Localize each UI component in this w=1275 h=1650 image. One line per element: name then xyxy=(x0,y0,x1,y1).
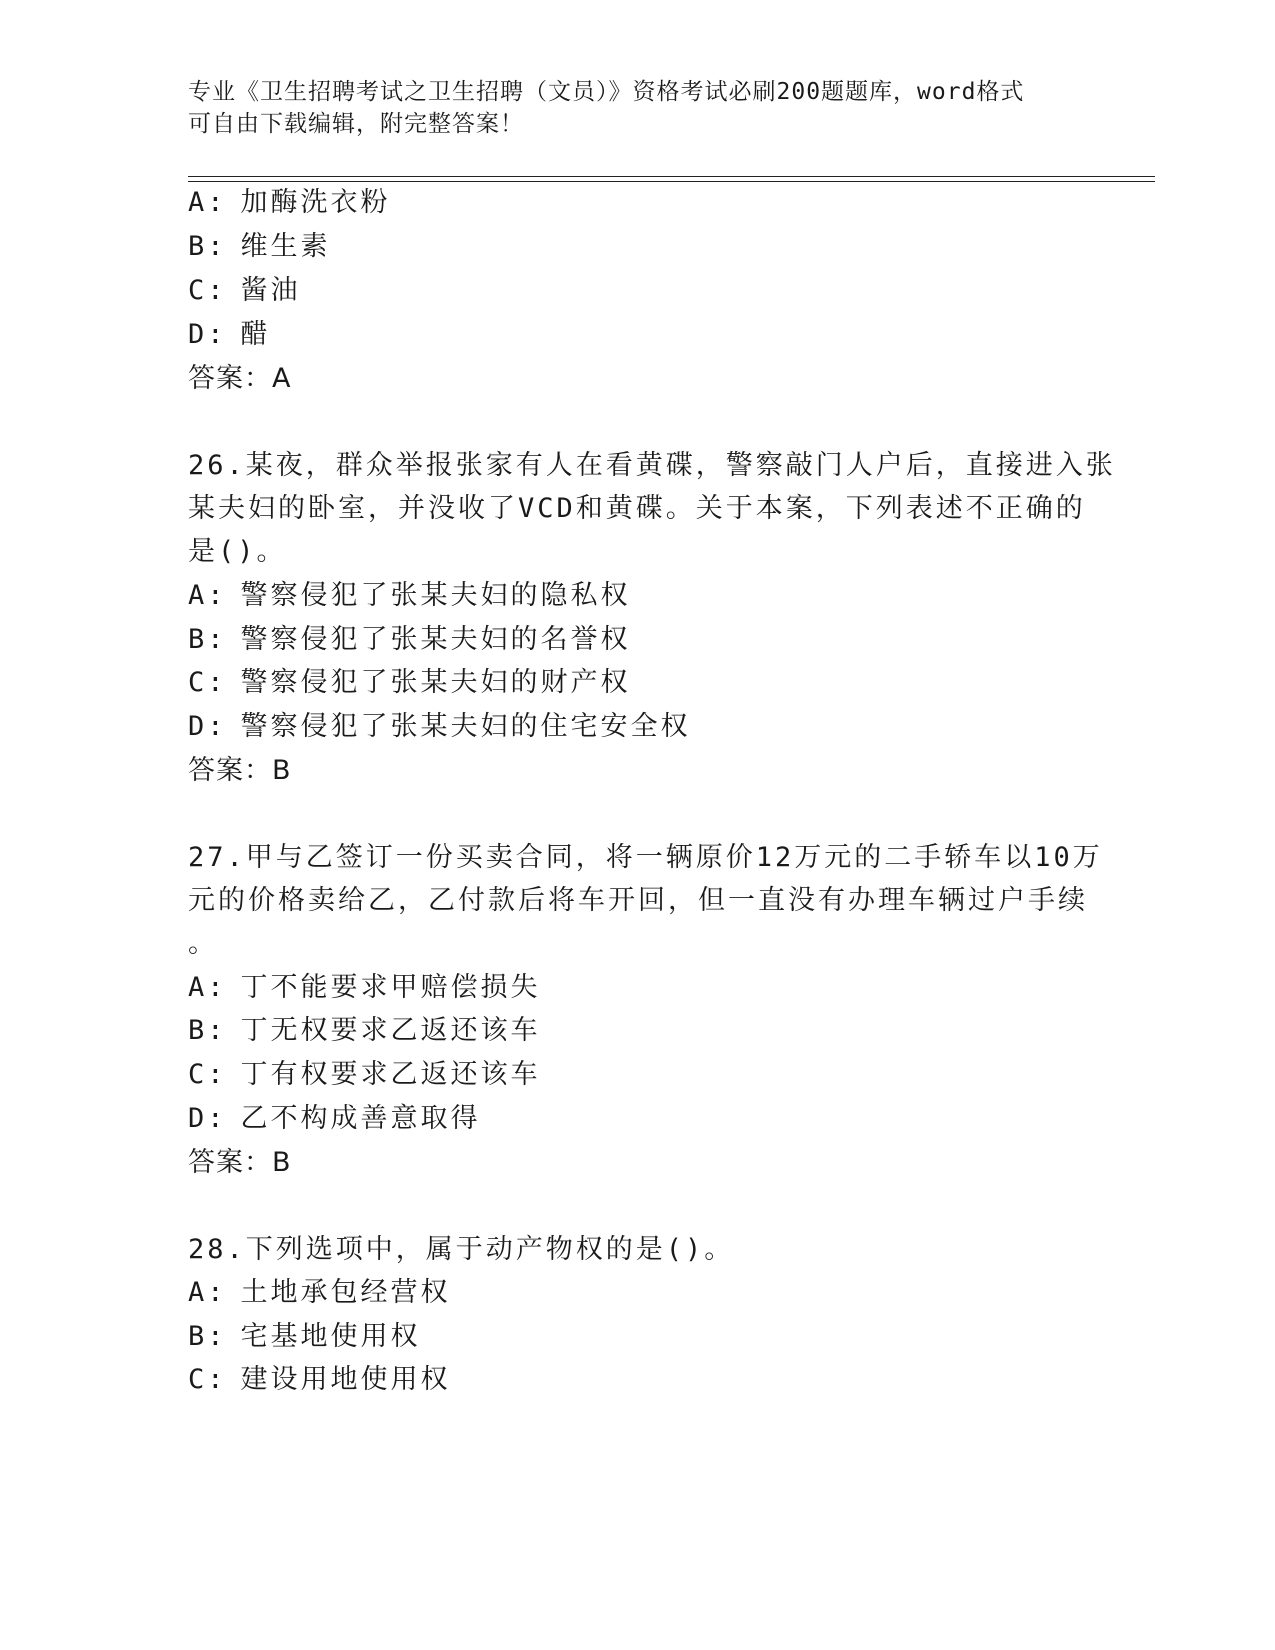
q27-stem-line-1: 27.甲与乙签订一份买卖合同，将一辆原价12万元的二手轿车以10万 xyxy=(188,842,1103,873)
option-letter: C: xyxy=(188,275,227,306)
option-text: 警察侵犯了张某夫妇的住宅安全权 xyxy=(240,711,691,742)
option-letter: D: xyxy=(188,711,227,742)
header-line-1: 专业《卫生招聘考试之卫生招聘（文员）》资格考试必刷200题题库，word格式 xyxy=(188,79,1025,105)
q28-option-c xyxy=(188,1363,451,1397)
option-text: 丁无权要求乙返还该车 xyxy=(240,1015,541,1046)
q26-answer: 答案：B xyxy=(188,755,292,786)
option-letter: A: xyxy=(188,972,227,1003)
q28-option-a xyxy=(188,1276,451,1310)
option-text: 加酶洗衣粉 xyxy=(240,187,391,218)
option-letter: A: xyxy=(188,1277,227,1308)
header-divider-top xyxy=(188,176,1155,177)
option-text: 丁不能要求甲赔偿损失 xyxy=(240,972,541,1003)
q26-stem-line-1: 26.某夜，群众举报张家有人在看黄碟，警察敲门人户后，直接进入张 xyxy=(188,450,1116,481)
q28-stem-line-1: 28.下列选项中，属于动产物权的是()。 xyxy=(188,1234,735,1265)
q27-option-d xyxy=(188,1102,481,1136)
option-letter: D: xyxy=(188,319,227,350)
option-text: 宅基地使用权 xyxy=(240,1321,421,1352)
option-letter: A: xyxy=(188,580,227,611)
option-letter: B: xyxy=(188,231,227,262)
option-text: 醋 xyxy=(240,319,271,350)
document-header xyxy=(188,76,1068,140)
q27-option-c xyxy=(188,1058,541,1092)
q25-option-c xyxy=(188,274,301,308)
q26-stem-line-2: 某夫妇的卧室，并没收了VCD和黄碟。关于本案，下列表述不正确的 xyxy=(188,493,1086,524)
q26-option-d xyxy=(188,710,691,744)
option-letter: B: xyxy=(188,624,227,655)
option-text: 丁有权要求乙返还该车 xyxy=(240,1059,541,1090)
option-letter: B: xyxy=(188,1321,227,1352)
q27-option-b xyxy=(188,1014,541,1048)
q25-answer: 答案：A xyxy=(188,363,292,394)
q25-option-a xyxy=(188,186,391,220)
q26-option-a xyxy=(188,579,631,613)
q27-stem-line-3: 。 xyxy=(188,928,218,959)
q27-answer: 答案：B xyxy=(188,1147,292,1178)
option-letter: C: xyxy=(188,1059,227,1090)
header-divider-bottom xyxy=(188,181,1155,182)
option-letter: A: xyxy=(188,187,227,218)
q26-stem-line-3: 是()。 xyxy=(188,536,287,567)
option-text: 酱油 xyxy=(240,275,301,306)
option-text: 警察侵犯了张某夫妇的名誉权 xyxy=(240,624,631,655)
q26-option-c xyxy=(188,666,631,700)
q25-option-d xyxy=(188,318,271,352)
q27-stem-line-2: 元的价格卖给乙，乙付款后将车开回，但一直没有办理车辆过户手续 xyxy=(188,885,1088,916)
option-text: 土地承包经营权 xyxy=(240,1277,451,1308)
q25-option-b xyxy=(188,230,331,264)
option-text: 建设用地使用权 xyxy=(240,1364,451,1395)
option-text: 维生素 xyxy=(240,231,331,262)
q27-option-a xyxy=(188,971,541,1005)
option-letter: C: xyxy=(188,667,227,698)
q26-option-b xyxy=(188,623,631,657)
option-text: 警察侵犯了张某夫妇的隐私权 xyxy=(240,580,631,611)
option-letter: C: xyxy=(188,1364,227,1395)
header-line-2: 可自由下载编辑，附完整答案！ xyxy=(188,111,524,137)
q28-option-b xyxy=(188,1320,421,1354)
option-text: 警察侵犯了张某夫妇的财产权 xyxy=(240,667,631,698)
option-text: 乙不构成善意取得 xyxy=(240,1103,481,1134)
option-letter: B: xyxy=(188,1015,227,1046)
option-letter: D: xyxy=(188,1103,227,1134)
